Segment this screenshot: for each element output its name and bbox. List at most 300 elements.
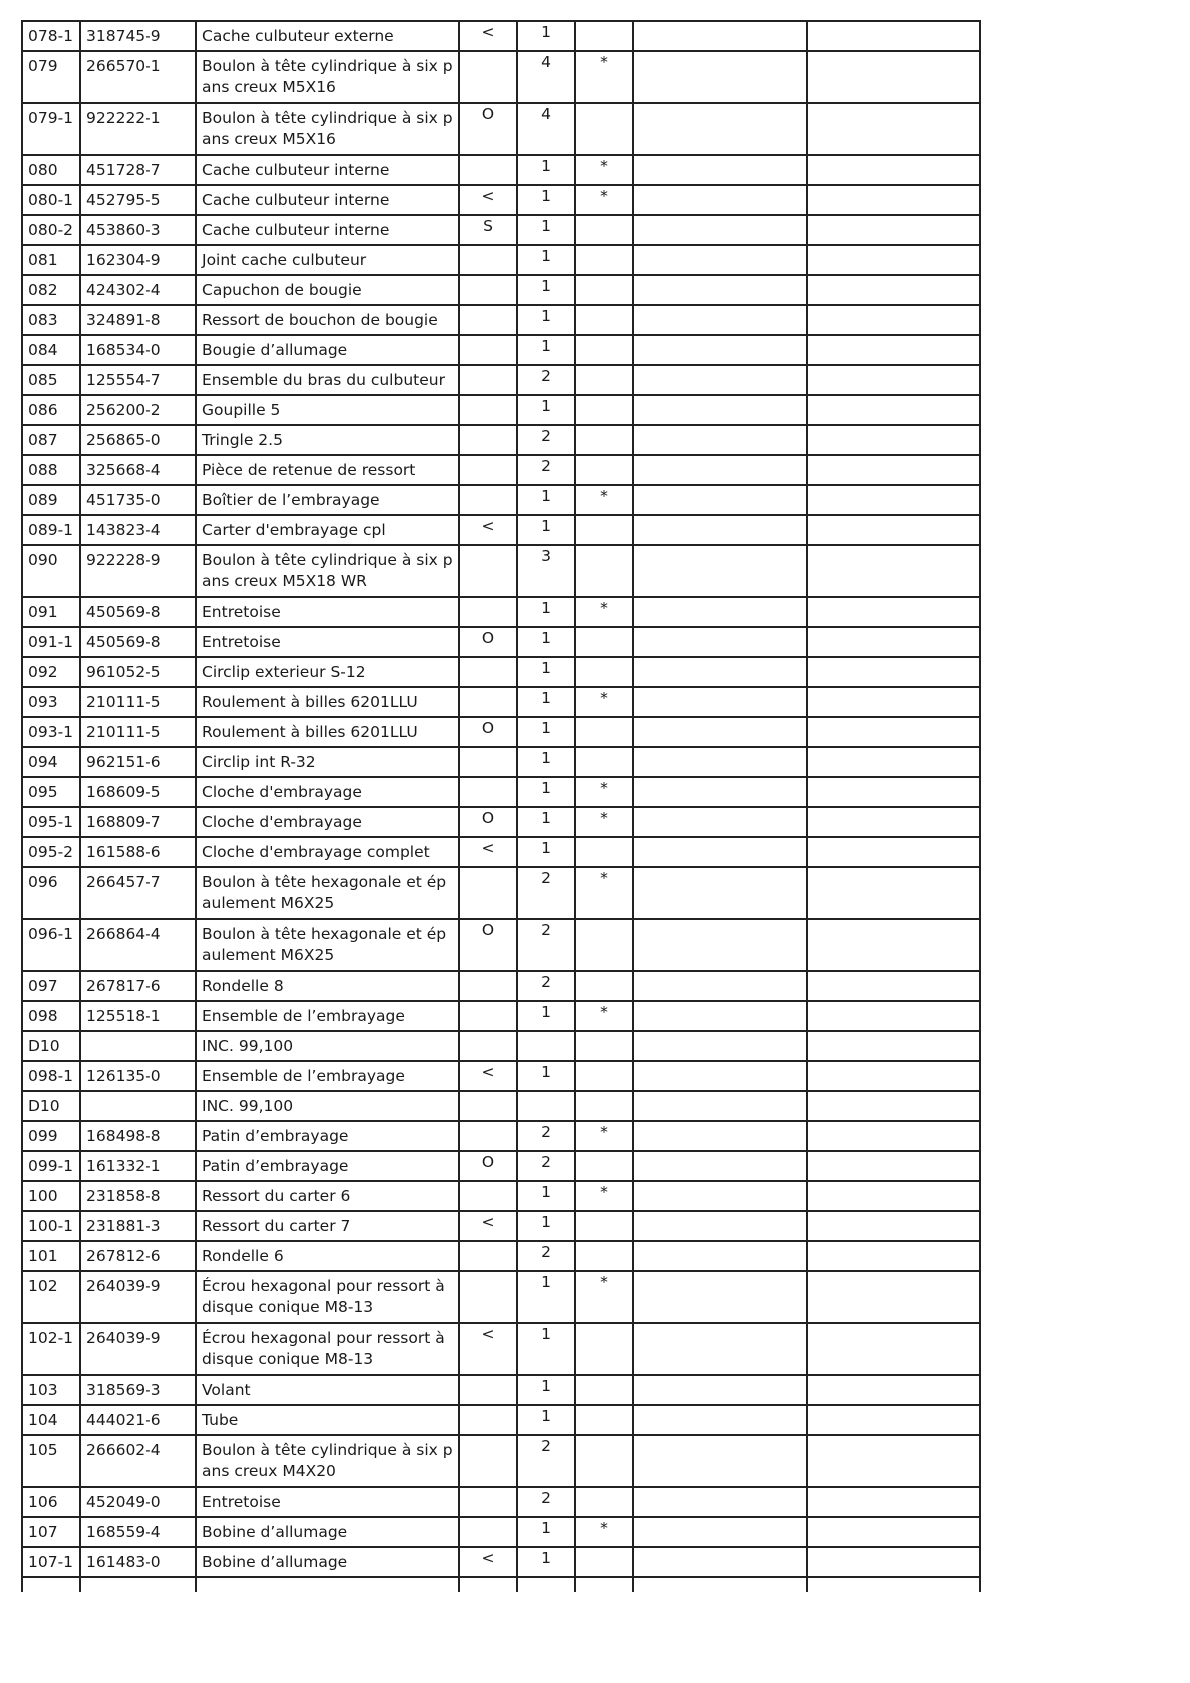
table-row xyxy=(22,245,980,275)
blank-cell xyxy=(807,515,980,545)
part-number-cell: 922222-1 xyxy=(80,103,196,155)
change-flag-cell xyxy=(459,657,517,687)
part-ref-cell: 096 xyxy=(22,867,80,919)
note-mark-cell xyxy=(575,1547,633,1577)
part-description-cell: Carter d'embrayage cpl xyxy=(196,515,459,545)
part-ref-cell: 085 xyxy=(22,365,80,395)
part-ref-cell: 104 xyxy=(22,1405,80,1435)
table-row xyxy=(22,1001,980,1031)
table-row xyxy=(22,455,980,485)
blank-cell xyxy=(807,837,980,867)
table-row xyxy=(22,1517,980,1547)
quantity-cell: 1 xyxy=(517,777,575,807)
blank-cell xyxy=(633,305,807,335)
quantity-cell: 1 xyxy=(517,1001,575,1031)
part-description-cell: Cache culbuteur interne xyxy=(196,215,459,245)
part-description-cell: Bobine d’allumage xyxy=(196,1547,459,1577)
blank-cell xyxy=(633,245,807,275)
change-flag-cell xyxy=(459,1181,517,1211)
note-mark-cell xyxy=(575,245,633,275)
blank-cell xyxy=(807,1271,980,1323)
blank-cell xyxy=(807,155,980,185)
blank-cell xyxy=(633,1181,807,1211)
part-number-cell: 161332-1 xyxy=(80,1151,196,1181)
change-flag-cell: < xyxy=(459,837,517,867)
part-description-cell: INC. 99,100 xyxy=(196,1031,459,1061)
part-number-cell xyxy=(80,1031,196,1061)
quantity-cell: 1 xyxy=(517,1061,575,1091)
note-mark-cell xyxy=(575,919,633,971)
note-mark-cell xyxy=(575,1375,633,1405)
change-flag-cell: O xyxy=(459,919,517,971)
blank-cell xyxy=(807,1181,980,1211)
blank-cell xyxy=(633,657,807,687)
table-row xyxy=(22,275,980,305)
blank-cell xyxy=(807,21,980,51)
part-number-cell: 267812-6 xyxy=(80,1241,196,1271)
note-mark-cell: * xyxy=(575,807,633,837)
blank-cell xyxy=(807,1577,980,1592)
blank-cell xyxy=(807,425,980,455)
change-flag-cell xyxy=(459,777,517,807)
note-mark-cell xyxy=(575,455,633,485)
quantity-cell: 2 xyxy=(517,425,575,455)
part-description-cell: Ressort de bouchon de bougie xyxy=(196,305,459,335)
blank-cell xyxy=(807,1001,980,1031)
blank-cell xyxy=(633,1577,807,1592)
part-number-cell: 962151-6 xyxy=(80,747,196,777)
blank-cell xyxy=(807,305,980,335)
part-number-cell: 264039-9 xyxy=(80,1323,196,1375)
parts-list-page xyxy=(21,20,979,1592)
table-row xyxy=(22,1375,980,1405)
blank-cell xyxy=(633,1241,807,1271)
quantity-cell: 1 xyxy=(517,275,575,305)
part-number-cell: 210111-5 xyxy=(80,687,196,717)
blank-cell xyxy=(807,1211,980,1241)
part-number-cell: 318745-9 xyxy=(80,21,196,51)
note-mark-cell xyxy=(575,717,633,747)
table-row xyxy=(22,1211,980,1241)
change-flag-cell: O xyxy=(459,1151,517,1181)
blank-cell xyxy=(633,425,807,455)
blank-cell xyxy=(633,1405,807,1435)
note-mark-cell xyxy=(575,971,633,1001)
blank-cell xyxy=(807,777,980,807)
blank-cell xyxy=(575,1577,633,1592)
table-row xyxy=(22,515,980,545)
quantity-cell: 1 xyxy=(517,1517,575,1547)
part-ref-cell: D10 xyxy=(22,1031,80,1061)
blank-cell xyxy=(807,365,980,395)
blank-cell xyxy=(807,335,980,365)
quantity-cell: 1 xyxy=(517,185,575,215)
part-description-cell: Roulement à billes 6201LLU xyxy=(196,687,459,717)
quantity-cell: 2 xyxy=(517,1487,575,1517)
blank-cell xyxy=(633,515,807,545)
table-row xyxy=(22,627,980,657)
part-description-cell: INC. 99,100 xyxy=(196,1091,459,1121)
part-ref-cell: 095-2 xyxy=(22,837,80,867)
change-flag-cell xyxy=(459,1091,517,1121)
change-flag-cell: < xyxy=(459,1211,517,1241)
part-number-cell: 444021-6 xyxy=(80,1405,196,1435)
table-row xyxy=(22,657,980,687)
change-flag-cell xyxy=(459,275,517,305)
part-number-cell: 125518-1 xyxy=(80,1001,196,1031)
note-mark-cell xyxy=(575,1405,633,1435)
part-number-cell: 450569-8 xyxy=(80,627,196,657)
table-row xyxy=(22,425,980,455)
blank-cell xyxy=(807,1241,980,1271)
part-ref-cell: 093 xyxy=(22,687,80,717)
quantity-cell: 1 xyxy=(517,597,575,627)
table-row xyxy=(22,155,980,185)
part-number-cell: 325668-4 xyxy=(80,455,196,485)
quantity-cell: 2 xyxy=(517,1151,575,1181)
part-ref-cell: 095-1 xyxy=(22,807,80,837)
part-number-cell: 168534-0 xyxy=(80,335,196,365)
note-mark-cell xyxy=(575,657,633,687)
quantity-cell: 1 xyxy=(517,335,575,365)
change-flag-cell xyxy=(459,1241,517,1271)
part-ref-cell: 100-1 xyxy=(22,1211,80,1241)
part-number-cell: 450569-8 xyxy=(80,597,196,627)
change-flag-cell: < xyxy=(459,515,517,545)
part-ref-cell: 086 xyxy=(22,395,80,425)
part-description-cell: Boîtier de l’embrayage xyxy=(196,485,459,515)
blank-cell xyxy=(807,1517,980,1547)
table-row xyxy=(22,717,980,747)
blank-cell xyxy=(633,215,807,245)
blank-cell xyxy=(807,597,980,627)
part-ref-cell: 079-1 xyxy=(22,103,80,155)
note-mark-cell: * xyxy=(575,485,633,515)
part-ref-cell: 099-1 xyxy=(22,1151,80,1181)
quantity-cell: 1 xyxy=(517,515,575,545)
change-flag-cell xyxy=(459,425,517,455)
change-flag-cell: < xyxy=(459,1061,517,1091)
blank-cell xyxy=(633,1547,807,1577)
blank-cell xyxy=(633,777,807,807)
note-mark-cell xyxy=(575,335,633,365)
quantity-cell: 1 xyxy=(517,215,575,245)
quantity-cell xyxy=(517,1091,575,1121)
part-description-cell: Roulement à billes 6201LLU xyxy=(196,717,459,747)
part-description-cell: Circlip int R-32 xyxy=(196,747,459,777)
part-ref-cell: 080-2 xyxy=(22,215,80,245)
blank-cell xyxy=(807,1151,980,1181)
part-number-cell: 231858-8 xyxy=(80,1181,196,1211)
change-flag-cell: < xyxy=(459,21,517,51)
quantity-cell: 1 xyxy=(517,717,575,747)
blank-cell xyxy=(633,1151,807,1181)
note-mark-cell xyxy=(575,305,633,335)
part-number-cell: 318569-3 xyxy=(80,1375,196,1405)
part-ref-cell: 097 xyxy=(22,971,80,1001)
blank-cell xyxy=(807,1061,980,1091)
note-mark-cell xyxy=(575,1435,633,1487)
quantity-cell: 1 xyxy=(517,807,575,837)
quantity-cell: 1 xyxy=(517,1211,575,1241)
blank-cell xyxy=(807,245,980,275)
quantity-cell: 1 xyxy=(517,155,575,185)
blank-cell xyxy=(633,1323,807,1375)
table-row xyxy=(22,485,980,515)
blank-cell xyxy=(807,919,980,971)
table-row xyxy=(22,1121,980,1151)
part-description-cell: Boulon à tête cylindrique à six pans creux M5X18 WR xyxy=(196,545,459,597)
table-row xyxy=(22,1547,980,1577)
blank-cell xyxy=(807,657,980,687)
blank-cell xyxy=(633,455,807,485)
part-description-cell: Cache culbuteur interne xyxy=(196,155,459,185)
table-row xyxy=(22,1487,980,1517)
blank-cell xyxy=(196,1577,459,1592)
part-number-cell xyxy=(80,1091,196,1121)
blank-cell xyxy=(633,275,807,305)
quantity-cell: 2 xyxy=(517,919,575,971)
blank-cell xyxy=(633,485,807,515)
part-ref-cell: 078-1 xyxy=(22,21,80,51)
change-flag-cell xyxy=(459,51,517,103)
part-ref-cell: 089 xyxy=(22,485,80,515)
note-mark-cell xyxy=(575,1091,633,1121)
part-description-cell: Ressort du carter 6 xyxy=(196,1181,459,1211)
blank-cell xyxy=(807,1435,980,1487)
table-row xyxy=(22,777,980,807)
table-row xyxy=(22,1031,980,1061)
blank-cell xyxy=(807,1375,980,1405)
change-flag-cell: O xyxy=(459,717,517,747)
part-description-cell: Boulon à tête cylindrique à six pans creux M4X20 xyxy=(196,1435,459,1487)
change-flag-cell: O xyxy=(459,807,517,837)
blank-cell xyxy=(633,1211,807,1241)
part-number-cell: 266570-1 xyxy=(80,51,196,103)
note-mark-cell: * xyxy=(575,1271,633,1323)
note-mark-cell xyxy=(575,1031,633,1061)
table-row xyxy=(22,597,980,627)
part-number-cell: 231881-3 xyxy=(80,1211,196,1241)
blank-cell xyxy=(633,1435,807,1487)
part-description-cell: Goupille 5 xyxy=(196,395,459,425)
quantity-cell: 1 xyxy=(517,485,575,515)
change-flag-cell xyxy=(459,1001,517,1031)
table-row xyxy=(22,1241,980,1271)
part-number-cell: 125554-7 xyxy=(80,365,196,395)
blank-cell xyxy=(633,971,807,1001)
change-flag-cell xyxy=(459,245,517,275)
table-row xyxy=(22,21,980,51)
blank-cell xyxy=(633,1517,807,1547)
blank-cell xyxy=(807,867,980,919)
table-row xyxy=(22,687,980,717)
blank-cell xyxy=(807,1031,980,1061)
quantity-cell: 2 xyxy=(517,971,575,1001)
note-mark-cell xyxy=(575,1151,633,1181)
blank-cell xyxy=(633,717,807,747)
note-mark-cell: * xyxy=(575,1001,633,1031)
part-number-cell: 961052-5 xyxy=(80,657,196,687)
change-flag-cell: < xyxy=(459,185,517,215)
quantity-cell: 1 xyxy=(517,1323,575,1375)
change-flag-cell xyxy=(459,1517,517,1547)
quantity-cell: 1 xyxy=(517,627,575,657)
quantity-cell: 1 xyxy=(517,21,575,51)
change-flag-cell xyxy=(459,395,517,425)
blank-cell xyxy=(807,971,980,1001)
blank-cell xyxy=(633,155,807,185)
quantity-cell: 3 xyxy=(517,545,575,597)
change-flag-cell xyxy=(459,1121,517,1151)
part-description-cell: Ressort du carter 7 xyxy=(196,1211,459,1241)
blank-cell xyxy=(807,807,980,837)
change-flag-cell xyxy=(459,1435,517,1487)
note-mark-cell: * xyxy=(575,1121,633,1151)
part-ref-cell: 103 xyxy=(22,1375,80,1405)
blank-cell xyxy=(633,395,807,425)
table-row xyxy=(22,919,980,971)
part-description-cell: Ensemble de l’embrayage xyxy=(196,1061,459,1091)
quantity-cell xyxy=(517,1031,575,1061)
quantity-cell: 2 xyxy=(517,1435,575,1487)
parts-table xyxy=(21,20,981,1592)
blank-cell xyxy=(633,1375,807,1405)
quantity-cell: 1 xyxy=(517,687,575,717)
blank-cell xyxy=(807,717,980,747)
table-row xyxy=(22,335,980,365)
blank-cell xyxy=(633,365,807,395)
quantity-cell: 2 xyxy=(517,1121,575,1151)
part-ref-cell: 099 xyxy=(22,1121,80,1151)
part-ref-cell: 098-1 xyxy=(22,1061,80,1091)
part-description-cell: Cloche d'embrayage xyxy=(196,807,459,837)
table-row xyxy=(22,185,980,215)
part-ref-cell: 107 xyxy=(22,1517,80,1547)
blank-cell xyxy=(807,747,980,777)
quantity-cell: 1 xyxy=(517,837,575,867)
blank-cell xyxy=(633,545,807,597)
table-row xyxy=(22,837,980,867)
note-mark-cell: * xyxy=(575,185,633,215)
part-description-cell: Tube xyxy=(196,1405,459,1435)
part-ref-cell: 106 xyxy=(22,1487,80,1517)
blank-cell xyxy=(633,687,807,717)
blank-cell xyxy=(807,1323,980,1375)
note-mark-cell xyxy=(575,545,633,597)
part-number-cell: 143823-4 xyxy=(80,515,196,545)
part-description-cell: Boulon à tête cylindrique à six pans creux M5X16 xyxy=(196,103,459,155)
part-number-cell: 168559-4 xyxy=(80,1517,196,1547)
blank-cell xyxy=(633,335,807,365)
blank-cell xyxy=(633,597,807,627)
change-flag-cell xyxy=(459,747,517,777)
part-ref-cell: 100 xyxy=(22,1181,80,1211)
table-row xyxy=(22,395,980,425)
part-ref-cell: 107-1 xyxy=(22,1547,80,1577)
part-number-cell: 168498-8 xyxy=(80,1121,196,1151)
quantity-cell: 1 xyxy=(517,747,575,777)
blank-cell xyxy=(633,807,807,837)
note-mark-cell: * xyxy=(575,597,633,627)
part-description-cell: Ensemble du bras du culbuteur xyxy=(196,365,459,395)
blank-cell xyxy=(633,103,807,155)
note-mark-cell: * xyxy=(575,155,633,185)
part-description-cell: Boulon à tête hexagonale et épaulement M6X25 xyxy=(196,919,459,971)
part-description-cell: Entretoise xyxy=(196,1487,459,1517)
blank-cell xyxy=(517,1577,575,1592)
change-flag-cell: O xyxy=(459,627,517,657)
part-number-cell: 451728-7 xyxy=(80,155,196,185)
quantity-cell: 1 xyxy=(517,1181,575,1211)
blank-cell xyxy=(633,747,807,777)
blank-cell xyxy=(807,103,980,155)
part-ref-cell: 101 xyxy=(22,1241,80,1271)
blank-cell xyxy=(633,1031,807,1061)
part-number-cell: 452795-5 xyxy=(80,185,196,215)
part-ref-cell: 098 xyxy=(22,1001,80,1031)
change-flag-cell xyxy=(459,545,517,597)
part-description-cell: Rondelle 8 xyxy=(196,971,459,1001)
part-description-cell: Cloche d'embrayage xyxy=(196,777,459,807)
part-ref-cell: 088 xyxy=(22,455,80,485)
blank-cell xyxy=(633,627,807,657)
quantity-cell: 2 xyxy=(517,867,575,919)
table-row xyxy=(22,971,980,1001)
part-ref-cell: 090 xyxy=(22,545,80,597)
blank-cell xyxy=(633,837,807,867)
part-number-cell: 453860-3 xyxy=(80,215,196,245)
quantity-cell: 1 xyxy=(517,395,575,425)
part-ref-cell: D10 xyxy=(22,1091,80,1121)
blank-cell xyxy=(807,485,980,515)
blank-cell xyxy=(807,1121,980,1151)
blank-cell xyxy=(633,1271,807,1323)
blank-cell xyxy=(807,1547,980,1577)
blank-cell xyxy=(633,1061,807,1091)
part-number-cell: 267817-6 xyxy=(80,971,196,1001)
part-number-cell: 126135-0 xyxy=(80,1061,196,1091)
note-mark-cell: * xyxy=(575,1181,633,1211)
part-description-cell: Circlip exterieur S-12 xyxy=(196,657,459,687)
blank-cell xyxy=(807,185,980,215)
note-mark-cell xyxy=(575,1487,633,1517)
part-description-cell: Capuchon de bougie xyxy=(196,275,459,305)
change-flag-cell: O xyxy=(459,103,517,155)
part-ref-cell: 105 xyxy=(22,1435,80,1487)
table-row xyxy=(22,103,980,155)
change-flag-cell xyxy=(459,155,517,185)
blank-cell xyxy=(633,1091,807,1121)
blank-cell xyxy=(633,1121,807,1151)
part-ref-cell: 082 xyxy=(22,275,80,305)
note-mark-cell xyxy=(575,21,633,51)
change-flag-cell xyxy=(459,1375,517,1405)
note-mark-cell xyxy=(575,215,633,245)
part-number-cell: 424302-4 xyxy=(80,275,196,305)
part-description-cell: Cloche d'embrayage complet xyxy=(196,837,459,867)
part-ref-cell: 096-1 xyxy=(22,919,80,971)
part-ref-cell: 081 xyxy=(22,245,80,275)
change-flag-cell xyxy=(459,305,517,335)
blank-cell xyxy=(80,1577,196,1592)
part-number-cell: 451735-0 xyxy=(80,485,196,515)
quantity-cell: 2 xyxy=(517,365,575,395)
part-number-cell: 266864-4 xyxy=(80,919,196,971)
part-description-cell: Patin d’embrayage xyxy=(196,1121,459,1151)
table-row xyxy=(22,1323,980,1375)
quantity-cell: 1 xyxy=(517,305,575,335)
